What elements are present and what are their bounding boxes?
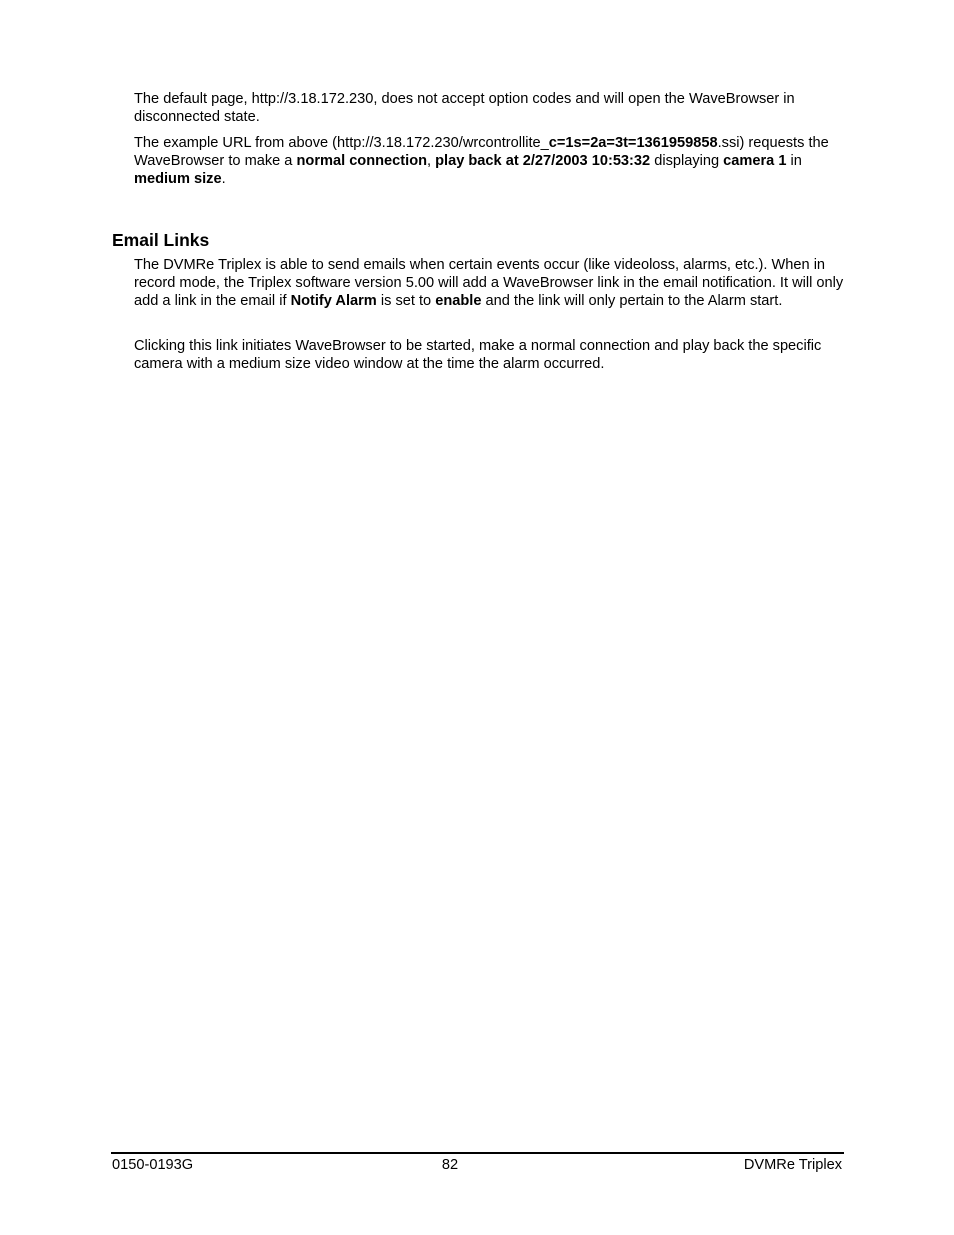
section-heading-email-links: Email Links	[112, 230, 210, 250]
footer-divider	[111, 1152, 844, 1154]
bold-normal-connection: normal connection	[296, 153, 428, 169]
text-segment: in	[786, 153, 802, 169]
text-segment: .ssi) requests the WaveBrowser to make a	[134, 135, 829, 169]
paragraph-example-url	[134, 134, 846, 188]
paragraph-clicking-link	[134, 337, 846, 373]
footer-product-name: DVMRe Triplex	[743, 1157, 842, 1173]
bold-camera: camera 1	[723, 153, 787, 169]
footer-doc-number: 0150-0193G	[112, 1157, 194, 1173]
bold-notify-alarm: Notify Alarm	[290, 293, 377, 309]
text-segment: is set to	[376, 293, 436, 309]
footer-page-number: 82	[441, 1157, 459, 1173]
paragraph-default-page	[134, 90, 846, 126]
text-segment: and the link will only pertain to the Alarm start.	[481, 293, 783, 309]
text-segment: ,	[427, 153, 436, 169]
bold-medium-size: medium size	[134, 171, 222, 187]
paragraph-text: Clicking this link initiates WaveBrowser to be started, make a normal connection and play back the specific camera with a medium size video window at the time the alarm occurred.	[134, 338, 822, 372]
text-segment: displaying	[650, 153, 724, 169]
paragraph-text: The default page, http://3.18.172.230, does not accept option codes and will open the WaveBrowser in disconnected state.	[134, 91, 795, 125]
bold-play-back-time: play back at 2/27/2003 10:53:32	[435, 153, 651, 169]
bold-enable: enable	[435, 293, 482, 309]
paragraph-email-links	[134, 256, 846, 310]
text-segment: The example URL from above (http://3.18.172.230/wrcontrollite_	[134, 135, 549, 151]
text-segment: .	[221, 171, 226, 187]
bold-option-code: c=1s=2a=3t=1361959858	[548, 135, 718, 151]
text-segment: The DVMRe Triplex is able to send emails when certain events occur (like videoloss, alarms, etc.). When in record mode, the Triplex software version 5.00 will add a WaveBrowser link in the email notification. It will only add a link in the email if	[134, 257, 844, 309]
